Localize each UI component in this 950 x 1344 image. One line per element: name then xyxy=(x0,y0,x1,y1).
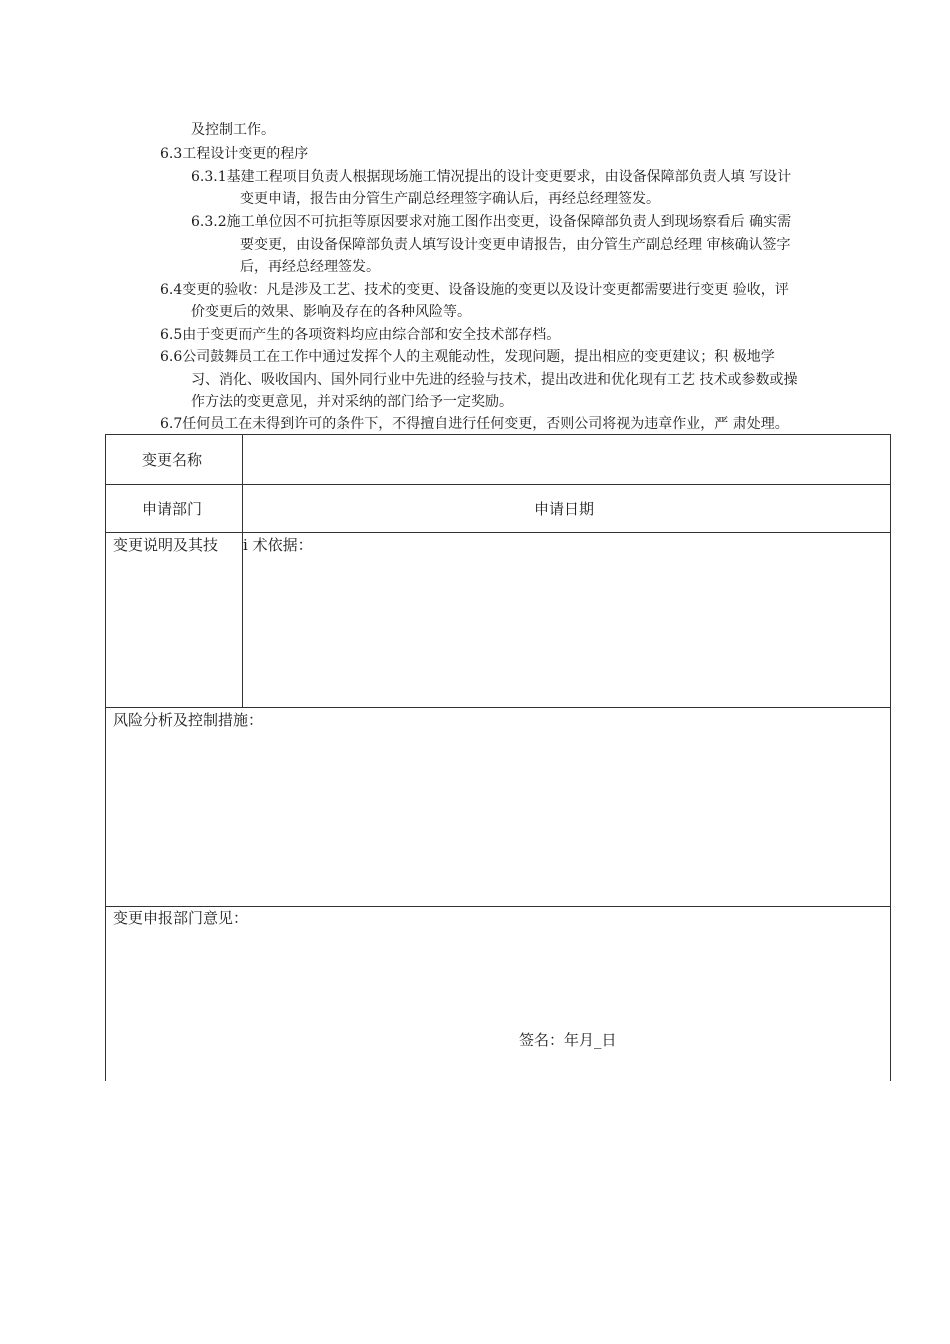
risk-analysis-label: 风险分析及控制措施： xyxy=(113,711,264,729)
change-name-label: 变更名称 xyxy=(142,451,203,469)
desc-label-left: 变更说明及其技 xyxy=(113,536,219,554)
paragraph-line: 6.5由于变更而产生的各项资料均应由综合部和安全技术部存档。 xyxy=(160,327,561,343)
paragraph-line: 习、消化、吸收国内、国外同行业中先进的经验与技术，提出改进和优化现有工艺 技术或参数或操 xyxy=(191,372,798,388)
table-row-divider xyxy=(105,906,891,907)
apply-dept-label: 申请部门 xyxy=(142,500,203,518)
section-heading-6-3: 6.3工程设计变更的程序 xyxy=(160,146,309,162)
table-border-right xyxy=(890,434,891,1081)
paragraph-line: 6.6公司鼓舞员工在工作中通过发挥个人的主观能动性，发现问题，提出相应的变更建议；积 极地学 xyxy=(160,349,775,365)
paragraph-line: 后，再经总经理签发。 xyxy=(240,259,380,275)
table-row-divider xyxy=(105,532,891,533)
table-row-divider xyxy=(105,707,891,708)
paragraph-line: 及控制工作。 xyxy=(191,122,275,138)
paragraph-line: 变更申请，报告由分管生产副总经理签字确认后，再经总经理签发。 xyxy=(240,191,660,207)
paragraph-line: 6.7任何员工在未得到许可的条件下，不得擅自进行任何变更，否则公司将视为违章作业，严 肃处理。 xyxy=(160,416,789,432)
table-border-left xyxy=(105,434,106,1081)
paragraph-line: 6.3.1基建工程项目负责人根据现场施工情况提出的设计变更要求，由设备保障部负责人填 写设计 xyxy=(191,169,792,185)
paragraph-line: 6.3.2施工单位因不可抗拒等原因要求对施工图作出变更，设备保障部负责人到现场察看后 确实需 xyxy=(191,214,792,230)
apply-date-label: 申请日期 xyxy=(534,500,595,518)
table-row-divider xyxy=(105,484,891,485)
paragraph-line: 要变更，由设备保障部负责人填写设计变更申请报告，由分管生产副总经理 审核确认签字 xyxy=(240,237,791,253)
paragraph-line: 作方法的变更意见，并对采纳的部门给予一定奖励。 xyxy=(191,394,513,410)
paragraph-line: 6.4变更的验收：凡是涉及工艺、技术的变更、设备设施的变更以及设计变更都需要进行变更 验收，评 xyxy=(160,282,789,298)
dept-opinion-label: 变更申报部门意见： xyxy=(113,909,249,927)
desc-label-right: i 术依据： xyxy=(243,536,313,554)
signature-date-label: 签名：年月_日 xyxy=(519,1031,617,1049)
paragraph-line: 价变更后的效果、影响及存在的各种风险等。 xyxy=(191,304,471,320)
table-border-top xyxy=(105,434,891,435)
table-column-divider xyxy=(242,434,243,707)
